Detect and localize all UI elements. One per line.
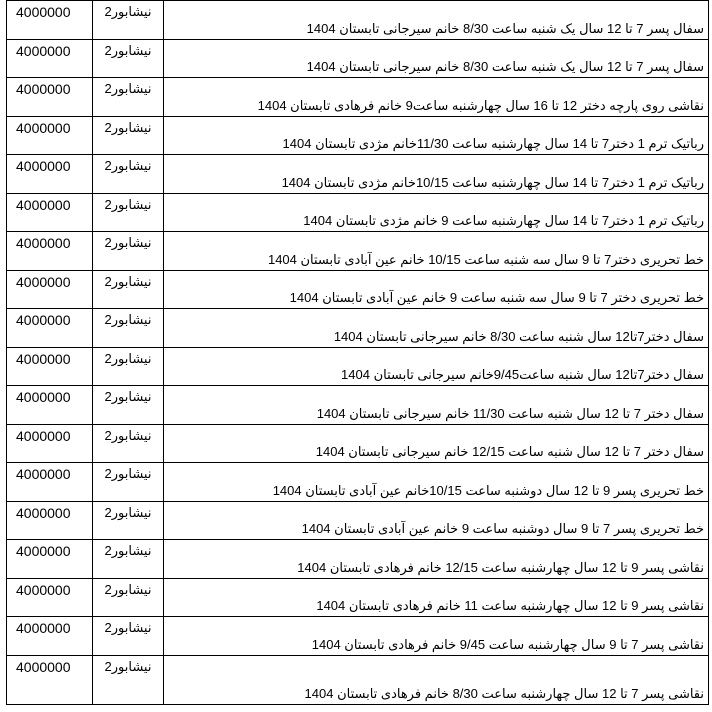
branch-cell: نیشابور2	[93, 386, 164, 425]
price-cell: 4000000	[7, 40, 93, 78]
description-cell: سفال پسر 7 تا 12 سال یک شنبه ساعت 8/30 خانم سیرجانی تابستان 1404	[164, 40, 709, 78]
table-row	[7, 348, 709, 386]
description-cell: نقاشی پسر 9 تا 12 سال چهارشنبه ساعت 12/15 خانم فرهادی تابستان 1404	[164, 540, 709, 579]
description-cell: خط تحریری دختر 7 تا 9 سال سه شنبه ساعت 9 خانم عین آبادی تابستان 1404	[164, 271, 709, 309]
table-row	[7, 656, 709, 705]
description-cell: نقاشی پسر 7 تا 12 سال چهارشنبه ساعت 8/30 خانم فرهادی تابستان 1404	[164, 656, 709, 705]
price-cell: 4000000	[7, 78, 93, 117]
table-row	[7, 78, 709, 117]
branch-cell: نیشابور2	[93, 502, 164, 540]
description-cell: خط تحریری پسر 9 تا 12 سال دوشنبه ساعت 10/15خانم عین آبادی تابستان 1404	[164, 463, 709, 502]
description-cell: سفال دختر 7 تا 12 سال شنبه ساعت 12/15 خانم سیرجانی تابستان 1404	[164, 425, 709, 463]
price-cell: 4000000	[7, 425, 93, 463]
price-cell: 4000000	[7, 579, 93, 617]
table-row	[7, 117, 709, 155]
branch-cell: نیشابور2	[93, 425, 164, 463]
branch-cell: نیشابور2	[93, 155, 164, 194]
class-schedule-table	[6, 0, 709, 705]
branch-cell: نیشابور2	[93, 348, 164, 386]
branch-cell: نیشابور2	[93, 271, 164, 309]
price-cell: 4000000	[7, 309, 93, 348]
table-row	[7, 232, 709, 271]
price-cell: 4000000	[7, 232, 93, 271]
table-row	[7, 617, 709, 656]
table-row	[7, 40, 709, 78]
table-row	[7, 309, 709, 348]
table-row	[7, 540, 709, 579]
branch-cell: نیشابور2	[93, 194, 164, 232]
table-row	[7, 463, 709, 502]
table-row	[7, 502, 709, 540]
table-row	[7, 1, 709, 40]
table-row	[7, 271, 709, 309]
price-cell: 4000000	[7, 194, 93, 232]
description-cell: نقاشی روی پارچه دختر 12 تا 16 سال چهارشنبه ساعت9 خانم فرهادی تابستان 1404	[164, 78, 709, 117]
price-cell: 4000000	[7, 1, 93, 40]
table-row	[7, 194, 709, 232]
price-cell: 4000000	[7, 117, 93, 155]
price-cell: 4000000	[7, 271, 93, 309]
table-row	[7, 579, 709, 617]
description-cell: رباتیک ترم 1 دختر7 تا 14 سال چهارشنبه ساعت 9 خانم مژدی تابستان 1404	[164, 194, 709, 232]
branch-cell: نیشابور2	[93, 78, 164, 117]
table-body	[7, 1, 709, 705]
branch-cell: نیشابور2	[93, 232, 164, 271]
branch-cell: نیشابور2	[93, 617, 164, 656]
branch-cell: نیشابور2	[93, 117, 164, 155]
table-row	[7, 386, 709, 425]
branch-cell: نیشابور2	[93, 656, 164, 705]
price-cell: 4000000	[7, 617, 93, 656]
description-cell: رباتیک ترم 1 دختر7 تا 14 سال چهارشنبه ساعت 10/15خانم مژدی تابستان 1404	[164, 155, 709, 194]
table-row	[7, 155, 709, 194]
description-cell: خط تحریری پسر 7 تا 9 سال دوشنبه ساعت 9 خانم عین آبادی تابستان 1404	[164, 502, 709, 540]
price-cell: 4000000	[7, 348, 93, 386]
branch-cell: نیشابور2	[93, 1, 164, 40]
branch-cell: نیشابور2	[93, 309, 164, 348]
price-cell: 4000000	[7, 155, 93, 194]
table-row	[7, 425, 709, 463]
branch-cell: نیشابور2	[93, 463, 164, 502]
price-cell: 4000000	[7, 386, 93, 425]
price-cell: 4000000	[7, 463, 93, 502]
description-cell: سفال دختر7تا12 سال شنبه ساعت9/45خانم سیرجانی تابستان 1404	[164, 348, 709, 386]
branch-cell: نیشابور2	[93, 540, 164, 579]
price-cell: 4000000	[7, 540, 93, 579]
branch-cell: نیشابور2	[93, 40, 164, 78]
description-cell: نقاشی پسر 9 تا 12 سال چهارشنبه ساعت 11 خانم فرهادی تابستان 1404	[164, 579, 709, 617]
description-cell: سفال دختر7تا12 سال شنبه ساعت 8/30 خانم سیرجانی تابستان 1404	[164, 309, 709, 348]
price-cell: 4000000	[7, 656, 93, 705]
description-cell: سفال دختر 7 تا 12 سال شنبه ساعت 11/30 خانم سیرجانی تابستان 1404	[164, 386, 709, 425]
branch-cell: نیشابور2	[93, 579, 164, 617]
description-cell: خط تحریری دختر7 تا 9 سال سه شنبه ساعت 10/15 خانم عین آبادی تابستان 1404	[164, 232, 709, 271]
description-cell: نقاشی پسر 7 تا 9 سال چهارشنبه ساعت 9/45 خانم فرهادی تابستان 1404	[164, 617, 709, 656]
description-cell: رباتیک ترم 1 دختر7 تا 14 سال چهارشنبه ساعت 11/30خانم مژدی تابستان 1404	[164, 117, 709, 155]
price-cell: 4000000	[7, 502, 93, 540]
description-cell: سفال پسر 7 تا 12 سال یک شنبه ساعت 8/30 خانم سیرجانی تابستان 1404	[164, 1, 709, 40]
